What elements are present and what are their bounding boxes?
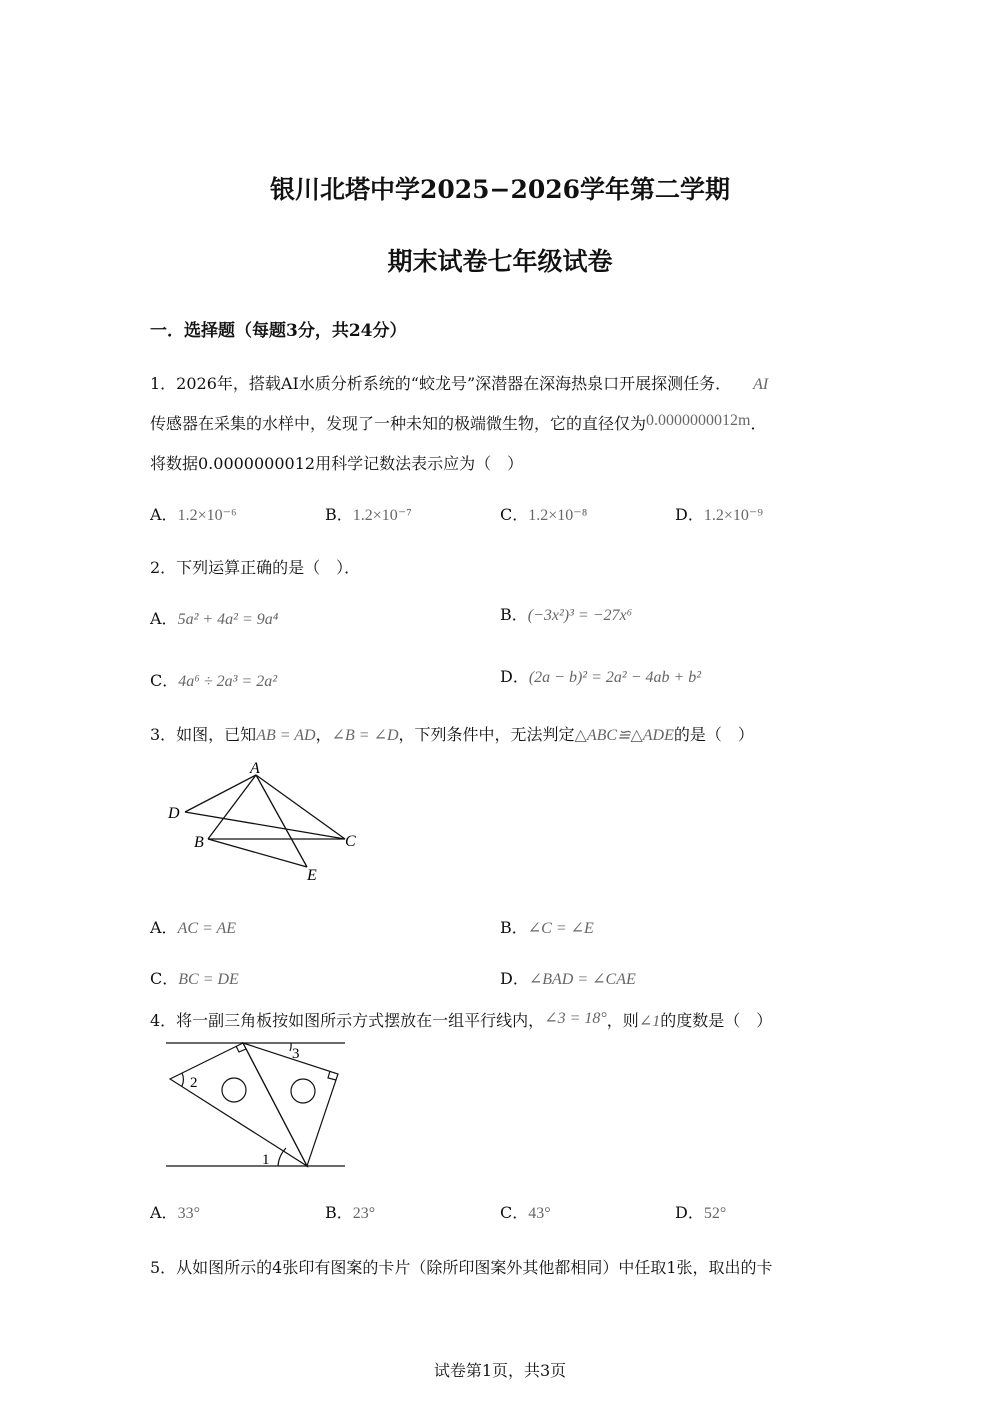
q3-label-c: C [345, 833, 356, 850]
q1-option-a[interactable]: A．1.2×10⁻⁶ [150, 505, 237, 524]
q3-seg-ab [208, 775, 256, 839]
q1-option-a-value: 1.2×10⁻⁶ [177, 507, 237, 524]
q3-option-d[interactable]: D．∠BAD = ∠CAE [500, 969, 636, 988]
q3-stem: 3．如图，已知AB = AD，∠B = ∠D，下列条件中，无法判定△ABC≌△ADE的是（ ） [150, 725, 754, 744]
q3-seg-ae [256, 775, 307, 867]
q2-option-c[interactable]: C．4a⁶ ÷ 2a³ = 2a² [150, 671, 277, 690]
q1-option-d[interactable]: D．1.2×10⁻⁹ [675, 505, 763, 524]
q1-option-b[interactable]: B．1.2×10⁻⁷ [325, 505, 412, 524]
q4-set-square-right [243, 1043, 338, 1166]
exam-subtitle: 期末试卷七年级试卷 [387, 247, 613, 276]
q3-seg-ac [256, 775, 345, 839]
q2-option-d-value: (2a − b)² = 2a² − 4ab + b² [528, 669, 702, 686]
q1-line2 [150, 411, 766, 434]
q2-option-d[interactable]: D．(2a − b)² = 2a² − 4ab + b² [500, 667, 702, 686]
q4-option-d[interactable]: D．52° [675, 1203, 727, 1222]
q3-triangle-figure [160, 755, 370, 890]
q4-option-a-value: 33° [177, 1205, 200, 1222]
q4-set-square-figure [160, 1035, 350, 1173]
q3-math-angle-b-d: ∠B = ∠D [331, 727, 399, 744]
q4-label-3: 3 [292, 1046, 300, 1062]
q3-label-d: D [168, 805, 180, 822]
q4-option-c-value: 43° [528, 1205, 551, 1222]
q4-option-c[interactable]: C．43° [500, 1203, 551, 1222]
q3-option-c-value: BC = DE [178, 971, 239, 988]
q4-label-1: 1 [262, 1152, 270, 1168]
q4-math-angle3: ∠3 = 18° [544, 1010, 607, 1027]
q2-option-a-value: 5a² + 4a² = 9a⁴ [177, 611, 279, 628]
q4-option-b-value: 23° [352, 1205, 376, 1222]
q2-option-c-value: 4a⁶ ÷ 2a³ = 2a² [178, 673, 277, 690]
section-heading: 一．选择题（每题3分，共24分） [150, 321, 407, 341]
q1-option-d-value: 1.2×10⁻⁹ [703, 507, 763, 524]
q3-seg-ad [185, 775, 256, 812]
q3-option-a[interactable]: A．AC = AE [150, 918, 237, 937]
exam-title: 银川北塔中学2025−2026学年第二学期 [269, 175, 731, 204]
page-footer: 试卷第1页，共3页 [433, 1361, 567, 1380]
q1-line2-end: ． [750, 414, 767, 433]
q3-math-ab-ad: AB = AD [256, 727, 316, 744]
q3-option-b-value: ∠C = ∠E [527, 920, 594, 937]
q1-line1 [150, 371, 768, 394]
q4-option-a[interactable]: A．33° [150, 1203, 200, 1222]
q4-option-b[interactable]: B．23° [325, 1203, 376, 1222]
q3-label-b: B [194, 834, 204, 851]
q1-option-c-value: 1.2×10⁻⁸ [528, 507, 588, 524]
q3-option-a-value: AC = AE [177, 920, 237, 937]
q1-math-ai: AI [753, 376, 769, 393]
q4-math-angle1: ∠1 [638, 1013, 661, 1030]
q4-set-square-left [170, 1043, 307, 1166]
q2-option-a[interactable]: A．5a² + 4a² = 9a⁴ [150, 609, 279, 628]
q1-line3: 将数据0.0000000012用科学记数法表示应为（ ） [150, 454, 524, 473]
q4-stem: 4．将一副三角板按如图所示方式摆放在一组平行线内，∠3 = 18°，则∠1的度数是（ ） [150, 1010, 773, 1030]
q4-option-d-value: 52° [703, 1205, 727, 1222]
q1-option-c[interactable]: C．1.2×10⁻⁸ [500, 505, 588, 524]
q4-angle2-arc [182, 1073, 183, 1086]
q1-math-diameter: 0.0000000012m [646, 412, 751, 429]
q2-option-b[interactable]: B．(−3x²)³ = −27x⁶ [500, 605, 633, 624]
q1-line1-text: 1．2026年，搭载AI水质分析系统的“蛟龙号”深潜器在深海热泉口开展探测任务． [150, 374, 732, 393]
q4-hole-right [291, 1079, 315, 1103]
q2-option-b-value: (−3x²)³ = −27x⁶ [527, 607, 633, 624]
q3-option-d-value: ∠BAD = ∠CAE [528, 971, 636, 988]
q3-math-congruent: △ABC≌△ADE [574, 727, 674, 744]
q4-angle3-arc [290, 1043, 291, 1051]
q3-seg-dc [185, 812, 345, 839]
q4-hole-left [222, 1078, 246, 1102]
q4-label-2: 2 [190, 1075, 198, 1091]
q3-option-b[interactable]: B．∠C = ∠E [500, 918, 594, 937]
q1-line2-text: 传感器在采集的水样中，发现了一种未知的极端微生物，它的直径仅为 [150, 414, 647, 433]
q1-option-b-value: 1.2×10⁻⁷ [352, 507, 412, 524]
q3-label-e: E [307, 867, 317, 884]
q3-option-c[interactable]: C．BC = DE [150, 969, 239, 988]
q3-label-a: A [250, 760, 260, 777]
q5-stem: 5．从如图所示的4张印有图案的卡片（除所印图案外其他都相同）中任取1张，取出的卡 [150, 1258, 773, 1277]
q3-seg-be [208, 839, 307, 867]
q2-stem: 2．下列运算正确的是（ ）． [150, 558, 361, 577]
